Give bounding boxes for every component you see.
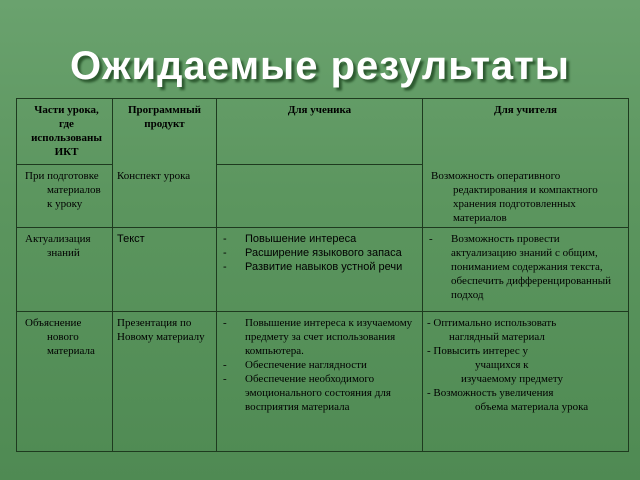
list-item: - Возможность увеличения bbox=[427, 386, 554, 399]
header-for-teacher: Для учителя bbox=[423, 99, 629, 165]
row1-student bbox=[217, 165, 423, 228]
header-parts-of-lesson: Части урока, где использованы ИКТ bbox=[17, 99, 113, 165]
row2-student bbox=[217, 227, 423, 311]
row3-teacher bbox=[423, 311, 629, 452]
row3-part: Объяснение нового материала bbox=[17, 311, 113, 452]
results-table bbox=[16, 98, 629, 452]
row3-student bbox=[217, 311, 423, 452]
list-item: - Повышение интереса bbox=[221, 232, 418, 246]
list-item: - Повышение интереса к изучаемому предмету за счет использования компьютера. bbox=[221, 316, 418, 358]
table-row bbox=[17, 227, 629, 311]
row2-teacher bbox=[423, 227, 629, 311]
list-item: - Развитие навыков устной речи bbox=[221, 260, 418, 274]
list-item: - Обеспечение необходимого эмоционального состояния для восприятия материала bbox=[221, 372, 418, 414]
list-item: объема материала урока bbox=[475, 400, 589, 413]
row1-teacher: Возможность оперативного редактирования и компактного хранения подготовленных материалов bbox=[423, 165, 629, 228]
row1-part: При подготовке материалов к уроку bbox=[17, 165, 113, 228]
row3-product: Презентация по Новому материалу bbox=[113, 311, 217, 452]
list-item: - Обеспечение наглядности bbox=[221, 358, 418, 372]
row2-product: Текст bbox=[113, 227, 217, 311]
row2-part: Актуализация знаний bbox=[17, 227, 113, 311]
list-item: наглядный материал bbox=[449, 330, 545, 343]
table-header-row bbox=[17, 99, 629, 165]
list-item: учащихся к bbox=[475, 358, 529, 371]
list-item: - Повысить интерес у bbox=[427, 344, 529, 357]
table-row bbox=[17, 165, 629, 228]
list-item: изучаемому предмету bbox=[461, 372, 563, 385]
table-row bbox=[17, 311, 629, 452]
list-item: - Расширение языкового запаса bbox=[221, 246, 418, 260]
header-for-student: Для ученика bbox=[217, 99, 423, 165]
list-item: - Оптимально использовать bbox=[427, 316, 557, 329]
list-item: - Возможность провести актуализацию знаний с общим, пониманием содержания текста, обеспечить дифференцированный подход bbox=[427, 232, 624, 302]
header-software-product: Программный продукт bbox=[113, 99, 217, 165]
slide-title: Ожидаемые результаты bbox=[70, 44, 570, 88]
row1-product: Конспект урока bbox=[113, 165, 217, 228]
